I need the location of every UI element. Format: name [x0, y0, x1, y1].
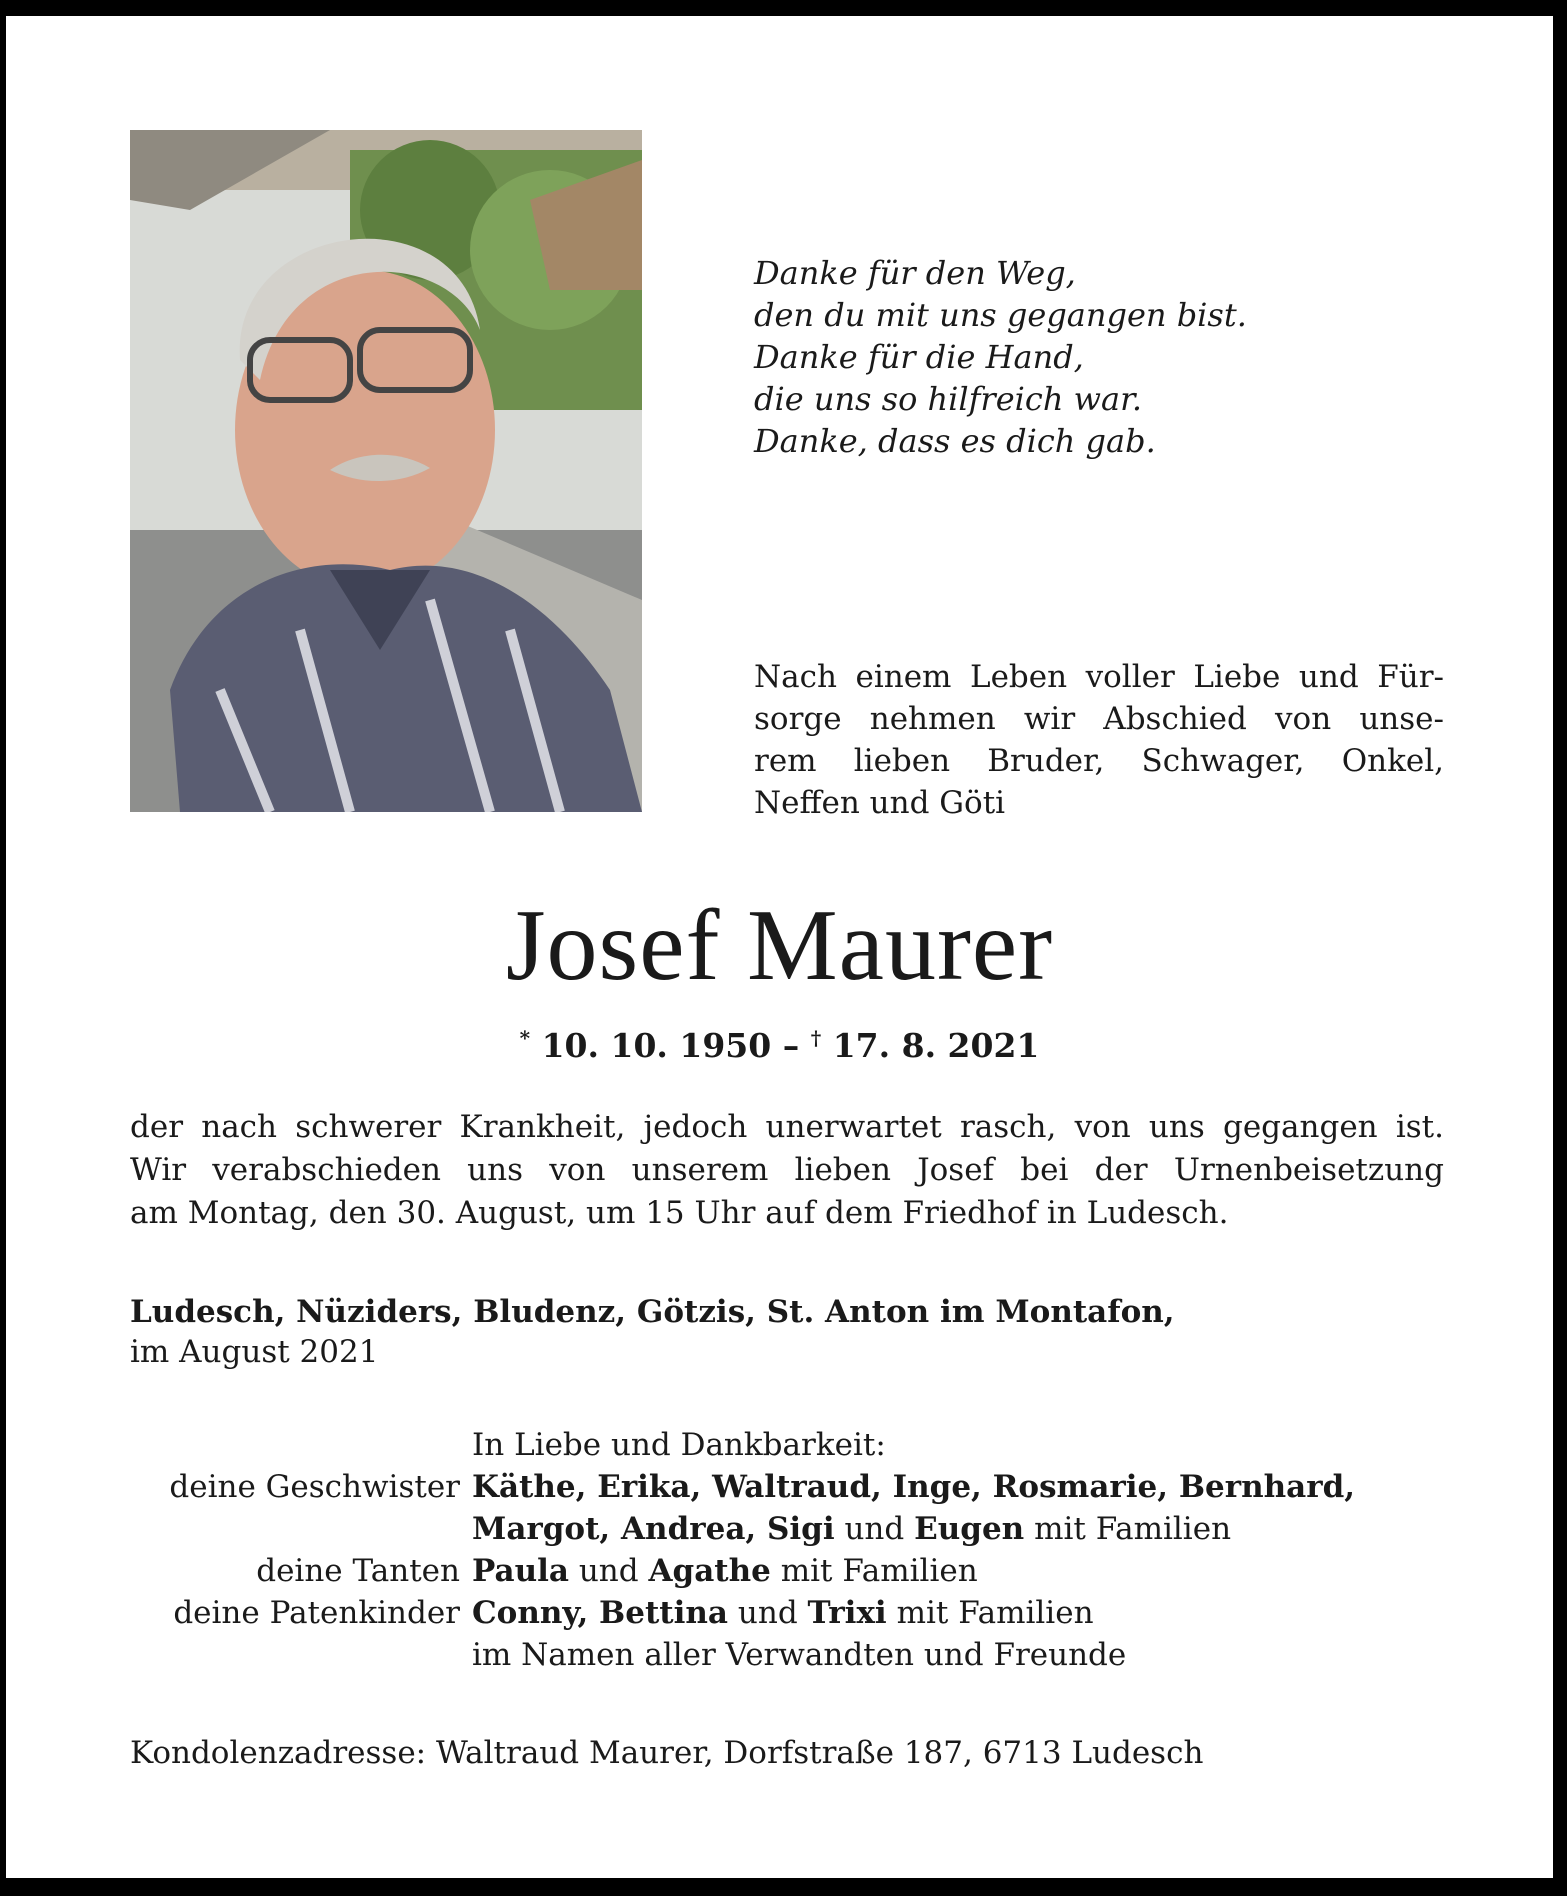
places-block — [130, 1292, 1175, 1372]
poem — [754, 252, 1247, 462]
with-families: mit Familien — [780, 1553, 978, 1589]
godchildren-names: Conny, Bettina — [472, 1595, 729, 1631]
siblings-label: deine Geschwister — [169, 1469, 460, 1505]
and-word: und — [844, 1511, 905, 1547]
aunt-name: Agathe — [648, 1553, 771, 1589]
godchildren-label: deine Patenkinder — [173, 1595, 460, 1631]
poem-line: Danke für die Hand, — [754, 338, 1084, 376]
deceased-name: Josef Maurer — [505, 889, 1054, 1002]
poem-line: die uns so hilfreich war. — [754, 380, 1143, 418]
with-families: mit Familien — [896, 1595, 1094, 1631]
and-word: und — [737, 1595, 798, 1631]
obituary-page — [6, 16, 1553, 1878]
aunt-name: Paula — [472, 1553, 569, 1589]
siblings-names: Käthe, Erika, Waltraud, Inge, Rosmarie, Bernhard, — [472, 1469, 1356, 1505]
intro-line: sorge nehmen wir Abschied von unse- — [754, 701, 1444, 737]
aunts-row — [130, 1550, 1450, 1592]
portrait-illustration — [130, 130, 642, 812]
intro-line: Neffen und Göti — [754, 785, 1006, 821]
intro-line: Nach einem Leben voller Liebe und Für- — [754, 659, 1444, 695]
closing-row — [130, 1634, 1450, 1676]
condolence-address: Kondolenzadresse: Waltraud Maurer, Dorfstraße 187, 6713 Ludesch — [130, 1735, 1204, 1771]
siblings-names: Eugen — [914, 1511, 1025, 1547]
poem-line: Danke für den Weg, — [754, 254, 1076, 292]
poem-line: Danke, dass es dich gab. — [754, 422, 1156, 460]
closing-line: im Namen aller Verwandten und Freunde — [472, 1637, 1127, 1673]
body-line: der nach schwerer Krankheit, jedoch unerwartet rasch, von uns gegangen ist. — [130, 1109, 1444, 1145]
siblings-names: Margot, Andrea, Sigi — [472, 1511, 835, 1547]
with-families: mit Familien — [1034, 1511, 1232, 1547]
siblings-row — [130, 1466, 1450, 1508]
death-date: 17. 8. 2021 — [832, 1026, 1040, 1065]
date-dash: – — [782, 1026, 800, 1065]
mourners-block — [130, 1424, 1450, 1676]
thanks-heading-row — [130, 1424, 1450, 1466]
intro-text — [754, 656, 1444, 824]
body-line: am Montag, den 30. August, um 15 Uhr auf dem Friedhof in Ludesch. — [130, 1195, 1229, 1231]
birth-symbol: * — [519, 1026, 531, 1050]
intro-line: rem lieben Bruder, Schwager, Onkel, — [754, 743, 1444, 779]
places-date: im August 2021 — [130, 1334, 379, 1370]
portrait-photo — [130, 130, 642, 812]
death-symbol: † — [810, 1026, 822, 1050]
poem-line: den du mit uns gegangen bist. — [754, 296, 1247, 334]
body-text — [130, 1106, 1444, 1235]
life-dates — [6, 1016, 1553, 1068]
siblings-row-2 — [130, 1508, 1450, 1550]
thanks-heading: In Liebe und Dankbarkeit: — [472, 1427, 886, 1463]
godchildren-row — [130, 1592, 1450, 1634]
aunts-label: deine Tanten — [256, 1553, 460, 1589]
and-word: und — [578, 1553, 639, 1589]
body-line: Wir verabschieden uns von unserem lieben Josef bei der Urnenbeisetzung — [130, 1152, 1444, 1188]
birth-date: 10. 10. 1950 — [541, 1026, 772, 1065]
godchildren-names: Trixi — [807, 1595, 887, 1631]
places-list: Ludesch, Nüziders, Bludenz, Götzis, St. Anton im Montafon, — [130, 1294, 1175, 1330]
